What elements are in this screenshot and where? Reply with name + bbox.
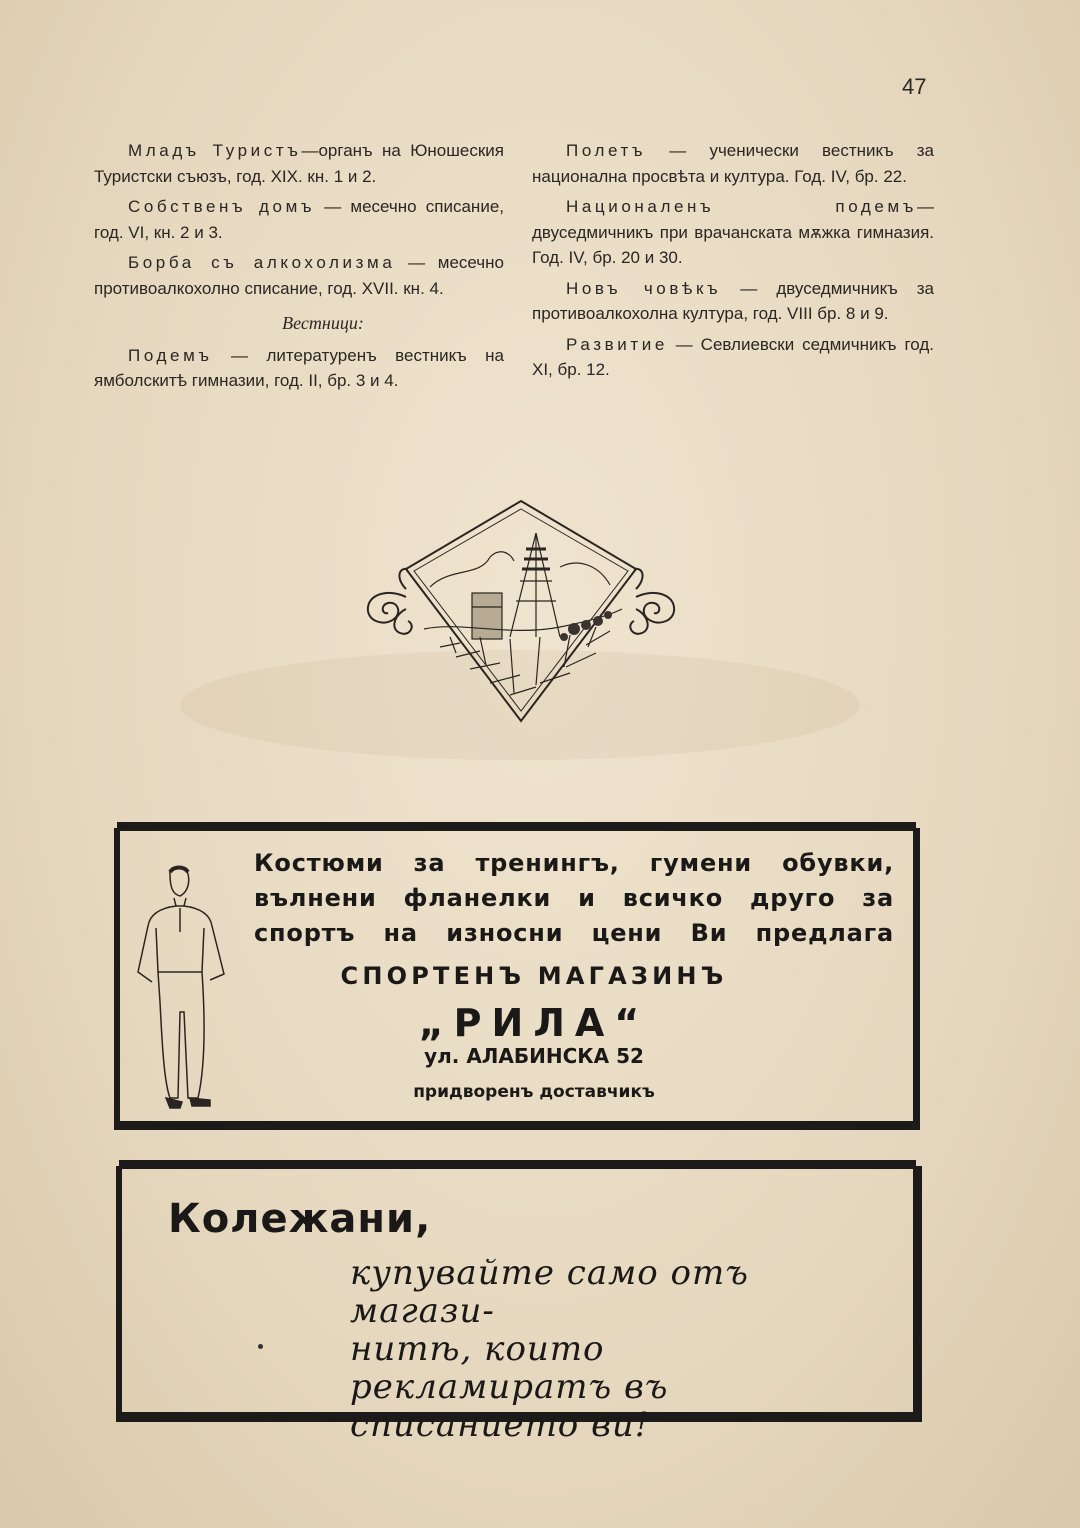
store-name: „РИЛА“: [418, 1001, 650, 1045]
entry-title: Борба съ алкохолизма: [128, 253, 396, 272]
entry-borba: [94, 250, 504, 301]
sport-advert-line: вълнени фланелки и всичко друго за: [254, 884, 894, 912]
entry-text: — литературенъ вестникъ на ямболскитѣ гимназии, год. II, бр. 3 и 4.: [94, 345, 504, 390]
store-address: ул. АЛАБИНСКА 52: [424, 1044, 644, 1068]
entry-nacionalen-podem: [532, 194, 934, 271]
entry-text: — месечно списание, год. VI, кн. 2 и 3.: [94, 197, 504, 242]
appeal-greeting: Колежани,: [168, 1196, 432, 1242]
right-column: [532, 138, 934, 388]
appeal-message: [350, 1254, 870, 1444]
sport-advert-text: [254, 846, 894, 951]
entry-title: Полетъ: [566, 141, 647, 160]
entry-title: Младъ Туристъ: [128, 141, 302, 160]
section-heading-newspapers: Вестници:: [282, 313, 364, 333]
entry-title: Подемъ: [128, 345, 213, 365]
entry-text: — ученически вестникъ за национална просвѣта и култура. Год. IV, бр. 22.: [532, 141, 934, 186]
entry-razvitie: [532, 332, 934, 383]
entry-polet: [532, 138, 934, 189]
page-number: 47: [902, 74, 927, 99]
left-column: [94, 138, 504, 399]
entry-nov-chovek: [532, 276, 934, 327]
entry-sobstven-dom: [94, 194, 504, 245]
entry-text: — месечно противоалкохолно списание, год. XVII. кн. 4.: [94, 253, 504, 298]
appeal-message-line: списанието ви!: [350, 1405, 650, 1445]
sportsman-illustration: [130, 862, 240, 1112]
entry-mlad-turist: [94, 138, 504, 189]
store-type: СПОРТЕНЪ МАГАЗИНЪ: [340, 962, 728, 990]
entry-title: Новъ човѣкъ: [566, 278, 722, 298]
entry-text: —органъ на Юношеския Туристски съюзъ, год. XIX. кн. 1 и 2.: [94, 141, 504, 186]
ink-dot: [258, 1344, 263, 1349]
entry-title: Развитие: [566, 334, 668, 354]
appeal-message-line: нитѣ, които рекламиратъ въ: [350, 1329, 669, 1407]
store-supplier-note: придворенъ доставчикъ: [413, 1082, 655, 1102]
sport-advert-line: Костюми за тренингъ, гумени обувки,: [254, 849, 894, 877]
entry-podem: [94, 343, 504, 394]
entry-text: — двуседмичникъ за противоалкохолна култура, год. VIII бр. 8 и 9.: [532, 278, 934, 323]
appeal-message-line: купувайте само отъ магази-: [350, 1253, 749, 1331]
entry-text: — Севлиевски седмичникъ год. XI, бр. 12.: [532, 334, 934, 379]
sport-advert-line: спортъ на износни цени Ви предлага: [254, 919, 894, 947]
entry-title: Собственъ домъ: [128, 197, 316, 216]
entry-title: Националенъ подемъ: [566, 197, 917, 216]
entry-text: —двуседмичникъ при врачанската мѫжка гимназия. Год. IV, бр. 20 и 30.: [532, 197, 934, 267]
mountain-summit-vignette: [360, 497, 682, 725]
